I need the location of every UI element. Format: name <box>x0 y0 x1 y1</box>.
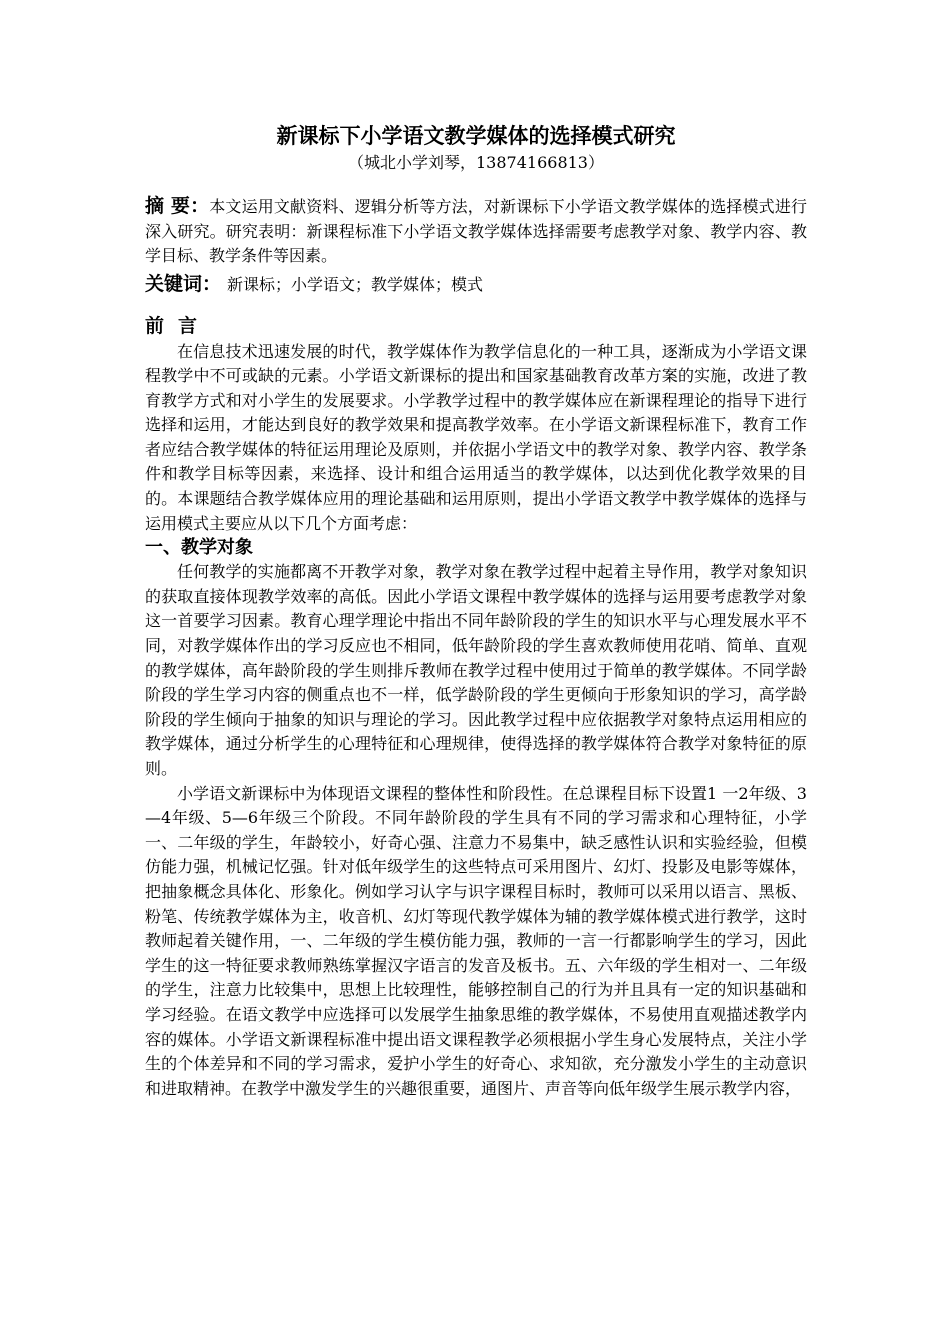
abstract <box>145 194 807 269</box>
keywords-label: 关键词： <box>145 272 222 295</box>
document-title: 新课标下小学语文教学媒体的选择模式研究 <box>276 124 676 148</box>
document-body <box>145 120 807 1101</box>
section-paragraph: 小学语文新课标中为体现语文课程的整体性和阶段性。在总课程目标下设置1 一2年级、3 —4年级、5—6年级三个阶段。不同年龄阶段的学生具有不同的学习需求和心理特征，小学一、二年级的学生，年龄较小，好奇心强、注意力不易集中，缺乏感性认识和实验经验，但模仿能力强，机械记忆强。针对低年级学生的这些特点可采用图片、幻灯、投影及电影等媒体，把抽象概念具体化、形象化。例如学习认字与识字课程目标时，教师可以采用以语言、黑板、粉笔、传统教学媒体为主，收音机、幻灯等现代教学媒体为辅的教学媒体模式进行教学，这时教师起着关键作用，一、二年级的学生模仿能力强，教师的一言一行都影响学生的学习，因此学生的这一特征要求教师熟练掌握汉字语言的发音及板书。五、六年级的学生相对一、二年级的学生，注意力比较集中，思想上比较理性，能够控制自己的行为并且具有一定的知识基础和学习经验。在语文教学中应选择可以发展学生抽象思维的教学媒体，不易使用直观描述教学内容的媒体。小学语文新课程标准中提出语文课程教学必须根据小学生身心发展特点，关注小学生的个体差异和不同的学习需求，爱护小学生的好奇心、求知欲，充分激发小学生的主动意识和进取精神。在教学中激发学生的兴趣很重要，通图片、声音等向低年级学生展示教学内容， <box>145 783 807 1098</box>
author-line: （城北小学刘琴，13874166813） <box>348 153 604 172</box>
section-paragraph: 任何教学的实施都离不开教学对象，教学对象在教学过程中起着主导作用，教学对象知识的获取直接体现教学效率的高低。因此小学语文课程中教学媒体的选择与运用要考虑教学对象这一首要学习因素。教育心理学理论中指出不同年龄阶段的学生的知识水平与心理发展水平不同，对教学媒体作出的学习反应也不相同，低年龄阶段的学生喜欢教师使用花哨、简单、直观的教学媒体，高年龄阶段的学生则排斥教师在教学过程中使用过于简单的教学媒体。不同学龄阶段的学生学习内容的侧重点也不一样，低学龄阶段的学生更倾向于形象知识的学习，高学龄阶段的学生倾向于抽象的知识与理论的学习。因此教学过程中应依据教学对象特点运用相应的教学媒体，通过分析学生的心理特征和心理规律，使得选择的教学媒体符合教学对象特征的原则。 <box>145 562 807 778</box>
preface-heading: 前言 <box>145 314 212 337</box>
keywords-text: 新课标；小学语文；教学媒体；模式 <box>227 274 484 294</box>
preface-paragraph: 在信息技术迅速发展的时代，教学媒体作为教学信息化的一种工具，逐渐成为小学语文课程教学中不可或缺的元素。小学语文新课标的提出和国家基础教育改革方案的实施，改进了教育教学方式和对小学生的发展要求。小学教学过程中的教学媒体应在新课程理论的指导下进行选择和运用，才能达到良好的教学效果和提高教学效率。在小学语文新课程标准下，教育工作者应结合教学媒体的特征运用理论及原则，并依据小学语文中的教学对象、教学内容、教学条件和教学目标等因素，来选择、设计和组合运用适当的教学媒体，以达到优化教学效果的目的。本课题结合教学媒体应用的理论基础和运用原则，提出小学语文教学中教学媒体的选择与运用模式主要应从以下几个方面考虑： <box>145 341 807 533</box>
abstract-text: 本文运用文献资料、逻辑分析等方法，对新课标下小学语文教学媒体的选择模式进行深入研究。研究表明：新课程标准下小学语文教学媒体选择需要考虑教学对象、教学内容、教学目标、教学条件等因素。 <box>145 197 807 265</box>
keywords <box>145 269 807 300</box>
section-heading-teaching-object: 一、教学对象 <box>145 537 253 559</box>
abstract-label: 摘 要： <box>145 195 210 217</box>
